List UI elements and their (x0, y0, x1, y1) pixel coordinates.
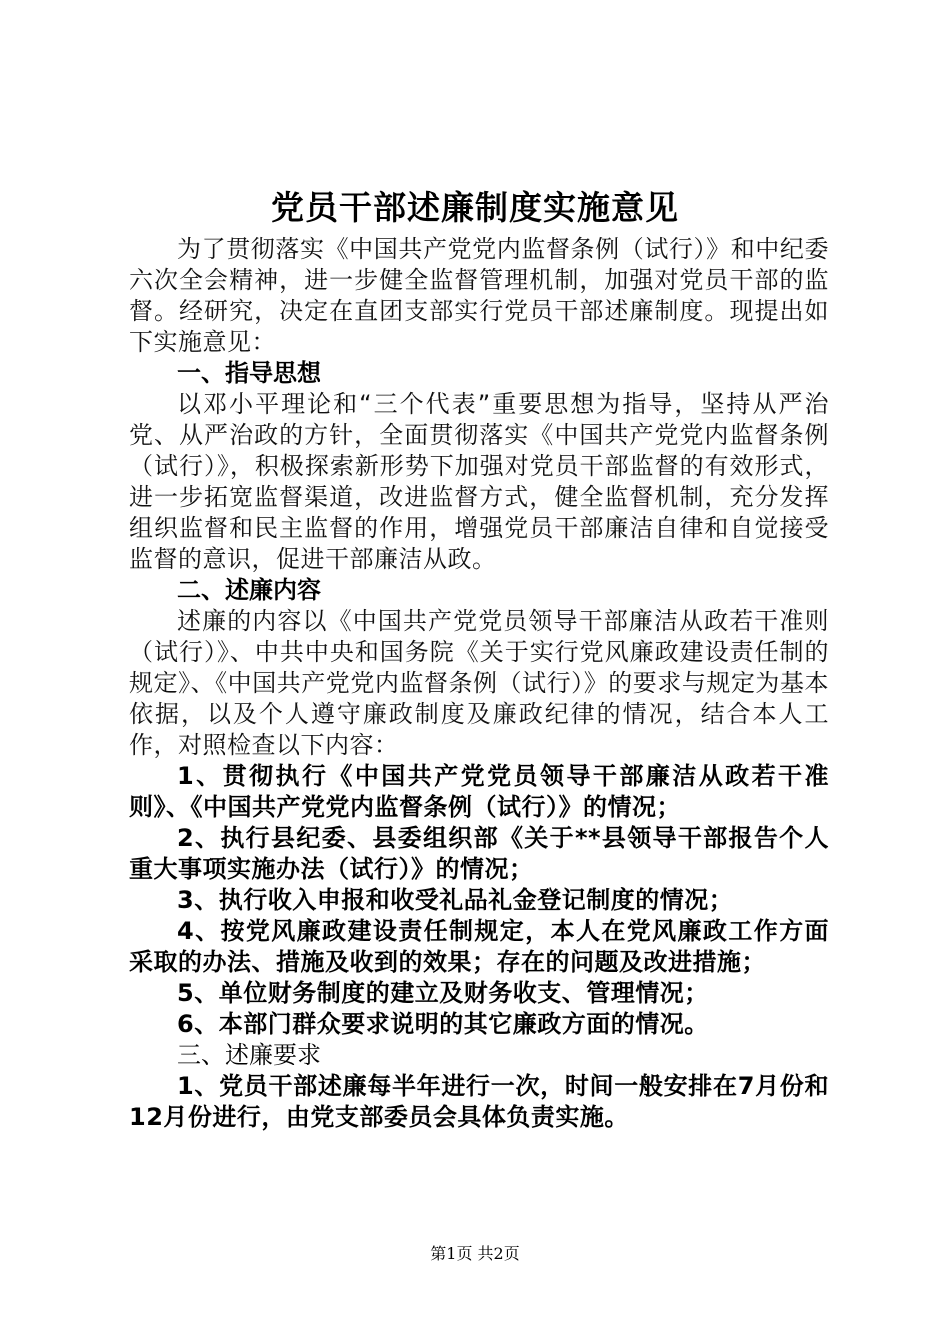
requirement-item-1: 1、党员干部述廉每半年进行一次，时间一般安排在7月份和12月份进行，由党支部委员会具体负责实施。 (129, 1072, 829, 1131)
document-body (129, 234, 829, 1133)
section-heading-requirements: 三、述廉要求 (177, 1041, 321, 1069)
page-indicator: 第1页 共2页 (430, 1244, 520, 1263)
content-item-6: 6、本部门群众要求说明的其它廉政方面的情况。 (177, 1010, 709, 1038)
content-item-3: 3、执行收入申报和收受礼品礼金登记制度的情况； (177, 886, 734, 914)
intro-paragraph: 为了贯彻落实《中国共产党党内监督条例（试行）》和中纪委六次全会精神，进一步健全监督管理机制，加强对党员干部的监督。经研究，决定在直团支部实行党员干部述廉制度。现提出如下实施意见： (129, 235, 829, 356)
document-title: 党员干部述廉制度实施意见 (271, 188, 679, 227)
content-item-2: 2、执行县纪委、县委组织部《关于**县领导干部报告个人重大事项实施办法（试行）》的情况； (129, 824, 829, 883)
content-item-1: 1、贯彻执行《中国共产党党员领导干部廉洁从政若干准则》、《中国共产党党内监督条例（试行）》的情况； (129, 762, 829, 821)
section-heading-content: 二、述廉内容 (177, 576, 321, 604)
content-item-5: 5、单位财务制度的建立及财务收支、管理情况； (177, 979, 709, 1007)
section-paragraph-guiding-ideology: 以邓小平理论和“三个代表”重要思想为指导，坚持从严治党、从严治政的方针，全面贯彻落实《中国共产党党内监督条例（试行）》，积极探索新形势下加强对党员干部监督的有效形式，进一步拓宽监督渠道，改进监督方式，健全监督机制，充分发挥组织监督和民主监督的作用，增强党员干部廉洁自律和自觉接受监督的意识，促进干部廉洁从政。 (129, 390, 829, 573)
content-item-4: 4、按党风廉政建设责任制规定，本人在党风廉政工作方面采取的办法、措施及收到的效果；存在的问题及改进措施； (129, 917, 829, 976)
section-heading-guiding-ideology: 一、指导思想 (177, 359, 321, 387)
section-paragraph-content: 述廉的内容以《中国共产党党员领导干部廉洁从政若干准则（试行）》、中共中央和国务院《关于实行党风廉政建设责任制的规定》、《中国共产党党内监督条例（试行）》的要求与规定为基本依据，以及个人遵守廉政制度及廉政纪律的情况，结合本人工作，对照检查以下内容： (129, 607, 829, 759)
